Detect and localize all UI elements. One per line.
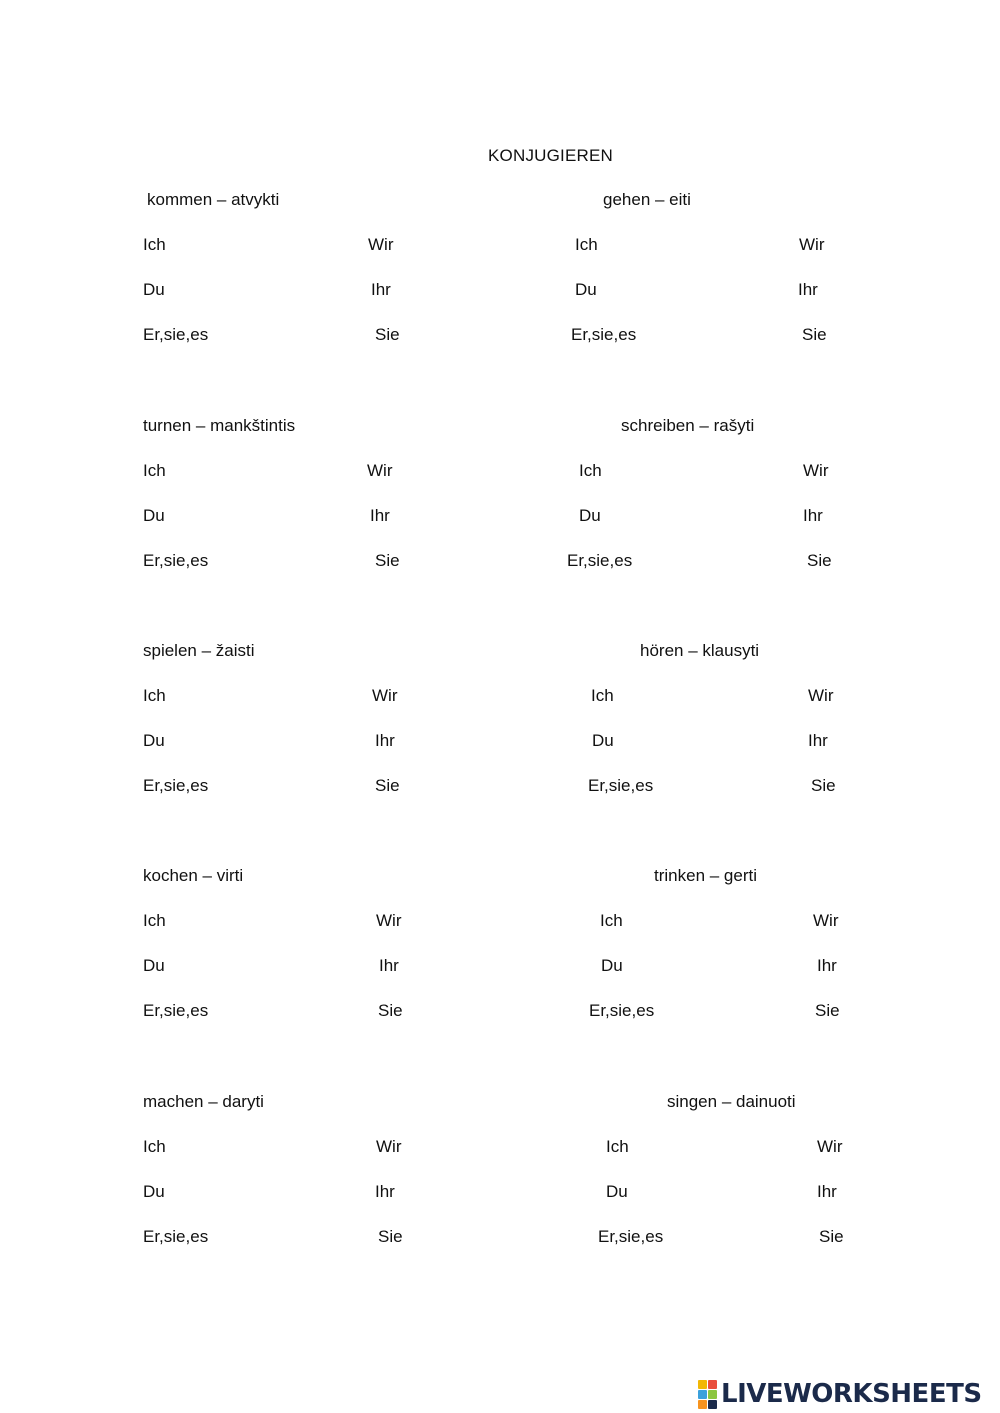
- verb-heading: spielen – žaisti: [143, 641, 255, 660]
- pronoun-wir: Wir: [367, 461, 393, 480]
- pronoun-er-sie-es: Er,sie,es: [143, 551, 209, 570]
- pronoun-du: Du: [143, 1182, 165, 1201]
- pronoun-er-sie-es: Er,sie,es: [143, 325, 209, 344]
- pronoun-du: Du: [143, 731, 165, 750]
- pronoun-ich: Ich: [143, 911, 166, 930]
- verb-heading: gehen – eiti: [603, 190, 691, 209]
- pronoun-ich: Ich: [575, 235, 598, 254]
- page-title: KONJUGIEREN: [488, 146, 613, 165]
- verb-heading: trinken – gerti: [654, 866, 757, 885]
- pronoun-du: Du: [143, 506, 165, 525]
- pronoun-ich: Ich: [591, 686, 614, 705]
- pronoun-ich: Ich: [143, 235, 166, 254]
- pronoun-wir: Wir: [813, 911, 839, 930]
- pronoun-sie-formal: Sie: [802, 325, 827, 344]
- pronoun-sie-formal: Sie: [378, 1227, 403, 1246]
- pronoun-er-sie-es: Er,sie,es: [588, 776, 654, 795]
- pronoun-wir: Wir: [803, 461, 829, 480]
- pronoun-ihr: Ihr: [375, 731, 395, 750]
- pronoun-sie-formal: Sie: [807, 551, 832, 570]
- pronoun-sie-formal: Sie: [375, 325, 400, 344]
- pronoun-ich: Ich: [143, 686, 166, 705]
- pronoun-wir: Wir: [376, 1137, 402, 1156]
- logo-square: [698, 1400, 707, 1409]
- pronoun-ihr: Ihr: [808, 731, 828, 750]
- verb-heading: kommen – atvykti: [147, 190, 280, 209]
- logo-text: LIVEWORKSHEETS: [721, 1379, 982, 1409]
- logo-square: [698, 1390, 707, 1399]
- pronoun-ich: Ich: [600, 911, 623, 930]
- pronoun-wir: Wir: [799, 235, 825, 254]
- pronoun-sie-formal: Sie: [819, 1227, 844, 1246]
- pronoun-wir: Wir: [817, 1137, 843, 1156]
- pronoun-ihr: Ihr: [803, 506, 823, 525]
- pronoun-ich: Ich: [579, 461, 602, 480]
- pronoun-du: Du: [592, 731, 614, 750]
- pronoun-ihr: Ihr: [798, 280, 818, 299]
- logo-square: [708, 1380, 717, 1389]
- liveworksheets-logo: [698, 1377, 982, 1411]
- liveworksheets-logo-icon: [698, 1380, 717, 1409]
- pronoun-du: Du: [579, 506, 601, 525]
- logo-square: [708, 1400, 717, 1409]
- pronoun-sie-formal: Sie: [375, 551, 400, 570]
- pronoun-sie-formal: Sie: [375, 776, 400, 795]
- pronoun-er-sie-es: Er,sie,es: [598, 1227, 664, 1246]
- verb-heading: kochen – virti: [143, 866, 244, 885]
- pronoun-sie-formal: Sie: [378, 1001, 403, 1020]
- pronoun-er-sie-es: Er,sie,es: [589, 1001, 655, 1020]
- pronoun-ich: Ich: [143, 461, 166, 480]
- pronoun-wir: Wir: [376, 911, 402, 930]
- pronoun-er-sie-es: Er,sie,es: [143, 776, 209, 795]
- pronoun-er-sie-es: Er,sie,es: [143, 1227, 209, 1246]
- pronoun-du: Du: [606, 1182, 628, 1201]
- verb-heading: schreiben – rašyti: [621, 416, 755, 435]
- pronoun-ihr: Ihr: [379, 956, 399, 975]
- verb-heading: machen – daryti: [143, 1092, 264, 1111]
- pronoun-er-sie-es: Er,sie,es: [571, 325, 637, 344]
- pronoun-ihr: Ihr: [370, 506, 390, 525]
- pronoun-wir: Wir: [372, 686, 398, 705]
- pronoun-er-sie-es: Er,sie,es: [567, 551, 633, 570]
- pronoun-ihr: Ihr: [817, 956, 837, 975]
- logo-square: [698, 1380, 707, 1389]
- pronoun-du: Du: [575, 280, 597, 299]
- pronoun-ich: Ich: [606, 1137, 629, 1156]
- pronoun-sie-formal: Sie: [811, 776, 836, 795]
- pronoun-du: Du: [601, 956, 623, 975]
- pronoun-ihr: Ihr: [817, 1182, 837, 1201]
- verb-heading: turnen – mankštintis: [143, 416, 296, 435]
- verb-heading: hören – klausyti: [640, 641, 760, 660]
- pronoun-ihr: Ihr: [375, 1182, 395, 1201]
- pronoun-ich: Ich: [143, 1137, 166, 1156]
- pronoun-ihr: Ihr: [371, 280, 391, 299]
- pronoun-du: Du: [143, 280, 165, 299]
- pronoun-wir: Wir: [368, 235, 394, 254]
- pronoun-wir: Wir: [808, 686, 834, 705]
- verb-heading: singen – dainuoti: [667, 1092, 796, 1111]
- pronoun-du: Du: [143, 956, 165, 975]
- pronoun-er-sie-es: Er,sie,es: [143, 1001, 209, 1020]
- pronoun-sie-formal: Sie: [815, 1001, 840, 1020]
- logo-square: [708, 1390, 717, 1399]
